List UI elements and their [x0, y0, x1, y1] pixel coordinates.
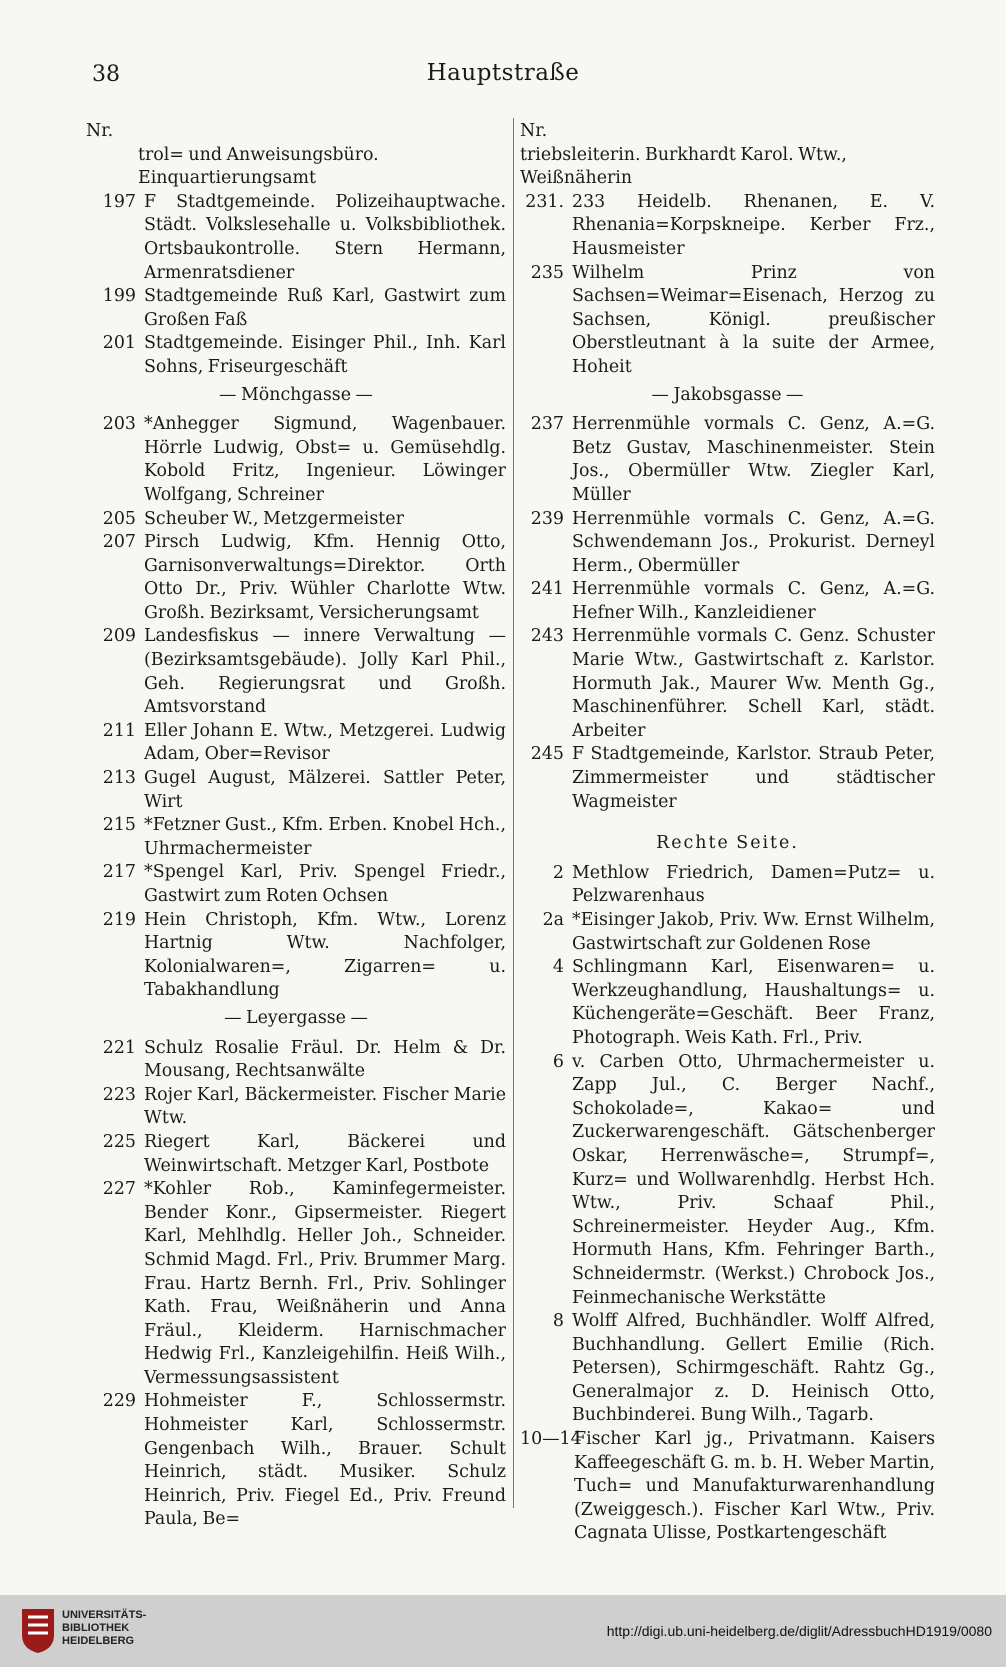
- house-number: 219: [102, 909, 136, 930]
- left-column: [86, 120, 506, 1532]
- house-number: 245: [530, 744, 564, 765]
- nr-label: Nr.: [86, 121, 114, 141]
- entry-text: *Anhegger Sigmund, Wagenbauer. Hörrle Ludwig, Obst= u. Gemüsehdlg. Kobold Fritz, Ingenieur. Löwinger Wolfgang, Schreiner: [144, 414, 506, 505]
- entry-text: *Eisinger Jakob, Priv. Ww. Ernst Wilhelm, Gastwirtschaft zur Goldenen Rose: [572, 910, 935, 954]
- entry-text: Methlow Friedrich, Damen=Putz= u. Pelzwarenhaus: [572, 862, 935, 907]
- street-heading: — Jakobsgasse —: [651, 384, 804, 405]
- house-number: 6: [552, 1051, 564, 1072]
- house-number: 241: [530, 579, 564, 600]
- street-heading: — Leyergasse —: [224, 1007, 368, 1028]
- address-entry: [86, 531, 506, 625]
- address-entry: [520, 413, 935, 507]
- address-entry: [520, 508, 935, 579]
- house-number: 235: [530, 262, 564, 283]
- address-entry: [520, 909, 935, 956]
- address-entry: [86, 1084, 506, 1131]
- address-entry: [86, 720, 506, 767]
- entry-text: Stadtgemeinde. Eisinger Phil., Inh. Karl Sohns, Friseurgeschäft: [144, 333, 506, 377]
- address-entry: [520, 1428, 935, 1546]
- house-number: 223: [102, 1084, 136, 1105]
- permalink-url[interactable]: http://digi.ub.uni-heidelberg.de/diglit/AdressbuchHD1919/0080: [606, 1623, 992, 1639]
- address-entry: [86, 413, 506, 507]
- entry-text: *Spengel Karl, Priv. Spengel Friedr., Gastwirt zum Roten Ochsen: [144, 862, 506, 906]
- address-entry: [86, 508, 506, 532]
- address-entry: [86, 285, 506, 332]
- right-column: [520, 120, 935, 1546]
- address-entry: [86, 625, 506, 719]
- address-entry: [520, 862, 935, 909]
- entry-text: Riegert Karl, Bäckerei und Weinwirtschaft. Metzger Karl, Postbote: [144, 1131, 506, 1176]
- address-entry: [520, 625, 935, 743]
- house-number: 197: [102, 191, 136, 212]
- street-heading: — Mönchgasse —: [219, 384, 373, 405]
- entry-text: Wilhelm Prinz von Sachsen=Weimar=Eisenach, Herzog zu Sachsen, Königl. preußischer Oberstleutnant à la suite der Armee, Hoheit: [572, 262, 935, 377]
- house-number: 4: [552, 957, 564, 978]
- house-number: 243: [530, 626, 564, 647]
- entry-group: [520, 191, 935, 380]
- entry-text: Herrenmühle vormals C. Genz, A.=G. Betz Gustav, Maschinenmeister. Stein Jos., Obermüller Wtw. Ziegler Karl, Müller: [572, 414, 935, 505]
- house-number: 207: [102, 532, 136, 553]
- house-number: 225: [102, 1131, 136, 1152]
- address-entry: [520, 262, 935, 380]
- entry-text: Scheuber W., Metzgermeister: [144, 508, 404, 529]
- address-entry: [86, 1390, 506, 1532]
- house-number: 227: [102, 1179, 136, 1200]
- entry-group: [520, 862, 935, 1546]
- address-entry: [86, 861, 506, 908]
- address-entry: [86, 1131, 506, 1178]
- entry-text: F Stadtgemeinde. Polizeihauptwache. Städt. Volkslesehalle u. Volksbibliothek. Ortsbaukontrolle. Stern Hermann, Armenratsdiener: [144, 191, 506, 283]
- entry-text: Wolff Alfred, Buchhändler. Wolff Alfred, Buchhandlung. Gellert Emilie (Rich. Petersen), Schirmgeschäft. Rahtz Gg., Generalmajor z. D. Heinisch Otto, Buchbinderei. Bung Wilh., Tagarb.: [572, 1311, 935, 1426]
- house-number: 201: [102, 333, 136, 354]
- entry-text: Landesfiskus — innere Verwaltung — (Bezirksamtsgebäude). Jolly Karl Phil., Geh. Regierungsrat und Großh. Amtsvorstand: [144, 626, 506, 718]
- entry-text: Schlingmann Karl, Eisenwaren= u. Werkzeughandlung, Haushaltungs= u. Küchengeräte=Geschäft. Beer Franz, Photograph. Weis Kath. Frl., Priv.: [572, 957, 935, 1048]
- house-number: 221: [102, 1037, 136, 1058]
- house-number: 217: [102, 862, 136, 883]
- continuation-text: trol= und Anweisungsbüro. Einquartierungsamt: [138, 144, 379, 189]
- address-entry: [86, 191, 506, 285]
- entry-text: Eller Johann E. Wtw., Metzgerei. Ludwig Adam, Ober=Revisor: [144, 720, 506, 765]
- entry-group: [86, 413, 506, 1003]
- entry-text: v. Carben Otto, Uhrmachermeister u. Zapp Jul., C. Berger Nachf., Schokolade=, Kakao= und Zuckerwarengeschäft. Gätschenberger Oskar, Herrenwäsche=, Strumpf=, Kurz= und Wollwarenhdlg. Herbst Hch. Wtw., Priv. Schaaf Phil., Schreinermeister. Heyder Aug., Kfm. Hormuth Hans, Kfm. Fehringer Barth., Schneidermstr. (Werkst.) Chrobock Jos., Feinmechanische Werkstätte: [572, 1051, 935, 1308]
- house-number: 211: [102, 720, 136, 741]
- address-entry: [520, 1051, 935, 1311]
- column-divider: [513, 118, 514, 1508]
- entry-text: Rojer Karl, Bäckermeister. Fischer Marie Wtw.: [144, 1084, 506, 1129]
- entry-text: *Fetzner Gust., Kfm. Erben. Knobel Hch., Uhrmachermeister: [144, 815, 506, 859]
- entry-group: [520, 413, 935, 814]
- house-number: 237: [530, 414, 564, 435]
- entry-text: Herrenmühle vormals C. Genz, A.=G. Schwendemann Jos., Prokurist. Derneyl Herm., Obermüller: [572, 508, 935, 576]
- address-entry: [86, 1037, 506, 1084]
- address-entry: [520, 191, 935, 262]
- house-number: 215: [102, 815, 136, 836]
- address-entry: [520, 1310, 935, 1428]
- entry-text: Hohmeister F., Schlossermstr. Hohmeister Karl, Schlossermstr. Gengenbach Wilh., Brauer. Schult Heinrich, städt. Musiker. Schulz Heinrich, Priv. Fiegel Ed., Priv. Freund Paula, Be=: [144, 1391, 506, 1530]
- running-title: Hauptstraße: [426, 60, 580, 86]
- house-number: 205: [102, 508, 136, 529]
- entry-text: Gugel August, Mälzerei. Sattler Peter, Wirt: [144, 768, 506, 812]
- entry-text: *Kohler Rob., Kaminfegermeister. Bender Konr., Gipsermeister. Riegert Karl, Mehlhdlg. Heller Joh., Schneider. Schmid Magd. Frl., Priv. Brummer Marg. Frau. Hartz Bernh. Frl., Priv. Sohlinger Kath. Frau, Weißnäherin und Anna Fräul., Kleiderm. Harnischmacher Hedwig Frl., Kanzleigehilfin. Heiß Wilh., Vermessungsassistent: [144, 1179, 506, 1388]
- entry-text: Pirsch Ludwig, Kfm. Hennig Otto, Garnisonverwaltungs=Direktor. Orth Otto Dr., Priv. Wühler Charlotte Wtw. Großh. Bezirksamt, Versicherungsamt: [144, 532, 506, 623]
- house-number: 2a: [542, 910, 564, 930]
- house-number: 209: [102, 626, 136, 647]
- entry-group: [86, 191, 506, 380]
- house-number: 203: [102, 414, 136, 435]
- address-entry: [520, 956, 935, 1050]
- address-entry: [520, 743, 935, 814]
- house-number: 231.: [525, 191, 564, 212]
- address-entry: [86, 814, 506, 861]
- house-number: 199: [102, 286, 136, 307]
- house-number: 239: [530, 508, 564, 529]
- entry-text: Schulz Rosalie Fräul. Dr. Helm & Dr. Mousang, Rechtsanwälte: [144, 1037, 506, 1082]
- section-heading: Rechte Seite.: [656, 833, 799, 854]
- entry-text: Fischer Karl jg., Privatmann. Kaisers Kaffeegeschäft G. m. b. H. Weber Martin, Tuch= und Manufakturwarenhandlung (Zweiggesch.). Fischer Karl Wtw., Priv. Cagnata Ulisse, Postkartengeschäft: [574, 1429, 935, 1544]
- address-entry: [86, 767, 506, 814]
- house-number: 213: [102, 768, 136, 789]
- entry-text: Stadtgemeinde Ruß Karl, Gastwirt zum Großen Faß: [144, 286, 506, 330]
- entry-text: Hein Christoph, Kfm. Wtw., Lorenz Hartnig Wtw. Nachfolger, Kolonialwaren=, Zigarren= u. Tabakhandlung: [144, 909, 506, 1001]
- house-number: 10—14: [520, 1429, 582, 1450]
- entry-text: Herrenmühle vormals C. Genz. Schuster Marie Wtw., Gastwirtschaft z. Karlstor. Hormuth Jak., Maurer Ww. Menth Gg., Maschinenführer. Schell Karl, städt. Arbeiter: [572, 626, 935, 741]
- entry-text: F Stadtgemeinde, Karlstor. Straub Peter, Zimmermeister und städtischer Wagmeister: [572, 744, 935, 812]
- house-number: 229: [102, 1391, 136, 1412]
- library-logo-text: UNIVERSITÄTS- BIBLIOTHEK HEIDELBERG: [62, 1609, 147, 1647]
- university-seal-icon: [18, 1605, 58, 1655]
- house-number: 8: [552, 1311, 564, 1332]
- continuation-text: triebsleiterin. Burkhardt Karol. Wtw., Weißnäherin: [520, 144, 847, 189]
- entry-text: 233 Heidelb. Rhenanen, E. V. Rhenania=Korpskneipe. Kerber Frz., Hausmeister: [572, 191, 935, 259]
- house-number: 2: [552, 862, 564, 883]
- address-entry: [86, 332, 506, 379]
- address-entry: [86, 1178, 506, 1390]
- nr-label: Nr.: [520, 121, 548, 141]
- entry-group: [86, 1037, 506, 1532]
- address-entry: [86, 909, 506, 1003]
- page-number: 38: [92, 62, 120, 87]
- entry-text: Herrenmühle vormals C. Genz, A.=G. Hefner Wilh., Kanzleidiener: [572, 579, 935, 623]
- address-entry: [520, 578, 935, 625]
- viewer-footer: [0, 1595, 1006, 1667]
